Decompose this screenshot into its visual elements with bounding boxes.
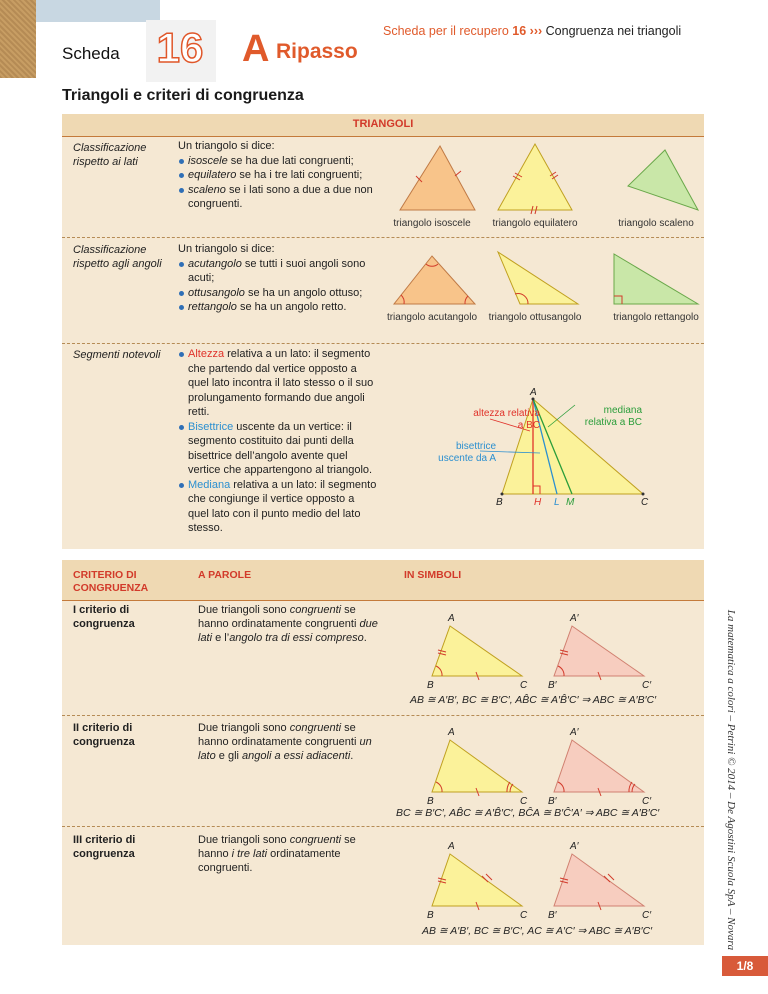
list-item (178, 300, 378, 315)
vertex-label: A (448, 613, 455, 624)
item-text: se ha i tre lati congruenti; (236, 169, 363, 181)
criterio1-figure (410, 608, 700, 698)
text-part: congruenti (289, 604, 342, 616)
top-title (383, 24, 681, 38)
row-body (178, 139, 378, 212)
criterio-text (198, 603, 378, 645)
angoli-figures (380, 244, 704, 312)
vertex-A: A (530, 387, 537, 398)
text-part: ordinatamente congruenti. (198, 848, 341, 874)
triangle-ABC (432, 626, 522, 676)
acutangolo-triangle (394, 256, 475, 304)
item-text: relativa a un lato: il segmento che congiunge il vertice opposto a quel lato con il punto medio del lato stesso. (188, 478, 377, 534)
col-header-simboli: IN SIMBOLI (404, 569, 462, 581)
isoscele-triangle (400, 146, 475, 210)
divider (62, 715, 704, 716)
caption: triangolo equilatero (492, 218, 578, 229)
copyright-text: La matematica a colori – Petrini © 2014 – De Agostini Scuola SpA – Novara (725, 609, 737, 951)
item-text: se tutti i suoi angoli sono acuti; (188, 257, 366, 284)
vertex-C: C (641, 497, 649, 508)
list-item (178, 168, 378, 183)
vertex-label: B (427, 796, 434, 807)
vertex-label: C′ (642, 910, 652, 921)
vertex-label: C′ (642, 680, 652, 691)
vertex-label: B′ (548, 680, 557, 691)
text-part: i tre lati (231, 848, 268, 860)
tick-mark (486, 874, 492, 880)
vertex-label: B (427, 680, 434, 691)
vertex-label: A (448, 841, 455, 852)
criterio-name: I criterio di congruenza (73, 604, 135, 630)
rettangolo-triangle (614, 254, 698, 304)
bisettrice-label: bisettrice uscente da A (438, 441, 496, 464)
list-item (178, 347, 378, 420)
vertex-label: B′ (548, 796, 557, 807)
tick-mark (455, 171, 461, 176)
tick-mark (608, 874, 614, 880)
list-item (178, 154, 378, 169)
text-part: congruenti (289, 834, 342, 846)
text-part: angoli a essi adiacenti (242, 750, 351, 762)
text-part: Due triangoli sono (198, 604, 290, 616)
scaleno-triangle (628, 150, 698, 210)
page-number-badge: 1/8 (722, 956, 768, 976)
criterio-text (198, 721, 378, 763)
term: Mediana (188, 478, 231, 491)
list-item (178, 420, 378, 478)
caption: triangolo scaleno (618, 218, 694, 229)
point-M: M (566, 497, 575, 508)
vertex-label: B (427, 910, 434, 921)
caption: triangolo acutangolo (386, 312, 478, 323)
top-title-arrows: ››› (529, 24, 543, 38)
equilatero-triangle (498, 144, 572, 210)
row-body (178, 347, 378, 536)
scheda-label: Scheda (62, 44, 120, 63)
formula: BC ≅ B′C′, AB̂C ≅ A′B̂′C′, BĈA ≅ B′Ĉ′A′ ⇒ ABC ≅ A′B′C′ (396, 807, 660, 819)
row-label: Classificazione rispetto agli angoli (73, 244, 162, 270)
row-label: Classificazione rispetto ai lati (73, 142, 147, 168)
term: isoscele (188, 154, 228, 167)
list-item (178, 478, 378, 536)
list-item (178, 286, 378, 301)
copyright-sidebar (722, 610, 740, 950)
vertex-label: A′ (570, 841, 579, 852)
point-H: H (534, 497, 542, 508)
ripasso-label: Ripasso (276, 40, 358, 63)
altezza-label: altezza relativa a BC (473, 408, 540, 431)
intro-text: Un triangolo si dice: (178, 243, 275, 255)
top-title-num: 16 (512, 24, 527, 38)
text-part: se hanno (198, 834, 356, 860)
caption: triangolo ottusangolo (488, 312, 582, 323)
vertex-label: C (520, 680, 528, 691)
vertex-label: C′ (642, 796, 652, 807)
col-header-parole: A PAROLE (198, 569, 252, 581)
criterio2-figure (410, 722, 700, 812)
triangoli-heading (62, 114, 704, 137)
vertex-point (642, 493, 645, 496)
scheda-number: 16 (156, 24, 204, 71)
triangoli-heading-text: TRIANGOLI (352, 118, 414, 130)
text-part: congruenti (289, 722, 342, 734)
term: scaleno (188, 183, 226, 196)
vertex-label: A′ (570, 727, 579, 738)
divider (62, 343, 704, 344)
term: equilatero (188, 169, 237, 181)
vertex-label: A (448, 727, 455, 738)
caption: triangolo rettangolo (613, 312, 699, 323)
text-part: un lato (198, 736, 372, 762)
col-header-criterio: CRITERIO DI CONGRUENZA (73, 569, 149, 594)
term: Bisettrice (188, 420, 234, 433)
item-text: se i lati sono a due a due non congruenti. (188, 183, 373, 210)
row-label: Segmenti notevoli (73, 349, 161, 361)
list-item (178, 257, 378, 286)
item-text: se ha un angolo ottuso; (244, 286, 363, 299)
level-letter: A (242, 28, 270, 70)
term: Altezza (188, 348, 225, 360)
vertex-label: C (520, 910, 528, 921)
point-L: L (554, 497, 560, 508)
caption: triangolo isoscele (393, 218, 471, 229)
top-title-a: Scheda per il recupero (383, 24, 509, 38)
text-part: . (350, 750, 354, 762)
text-part: e gli (215, 750, 243, 762)
text-part: angolo tra di essi compreso (229, 632, 364, 644)
text-part: Due triangoli sono (198, 722, 290, 734)
criterio3-figure (410, 836, 700, 926)
vertex-label: A′ (570, 613, 579, 624)
item-text: relativa a un lato: il segmento che partendo dal vertice opposto a quel lato incontra il lato stesso o il suo prolungamento formando due angoli retti. (188, 348, 374, 418)
item-text: se ha due lati congruenti; (227, 154, 354, 167)
item-text: uscente da un vertice: il segmento costituito dai punti della bisettrice dell’angolo avente quel vertice che appartengono al triangolo. (188, 420, 373, 476)
criterio-text (198, 833, 378, 875)
text-part: se hanno ordinatamente congruenti (198, 604, 360, 630)
formula: AB ≅ A′B′, BC ≅ B′C′, AC ≅ A′C′ ⇒ ABC ≅ A′B′C′ (422, 925, 653, 937)
text-part: se hanno ordinatamente congruenti (198, 722, 360, 748)
text-part: . (363, 632, 367, 644)
row-body (178, 242, 378, 315)
term: rettangolo (188, 301, 237, 313)
mediana-label: mediana relativa a BC (584, 405, 642, 428)
list-item (178, 183, 378, 212)
triangle-A1B1C1 (554, 626, 644, 676)
intro-text: Un triangolo si dice: (178, 140, 275, 152)
header-texture (0, 0, 36, 78)
text-part: Due triangoli sono (198, 834, 290, 846)
vertex-label: C (520, 796, 528, 807)
top-title-b: Congruenza nei triangoli (545, 24, 682, 38)
vertex-point (501, 493, 504, 496)
section-title: Triangoli e criteri di congruenza (62, 87, 304, 104)
divider (62, 826, 704, 827)
ottusangolo-triangle (498, 252, 578, 304)
formula: AB ≅ A′B′, BC ≅ B′C′, AB̂C ≅ A′B̂′C′ ⇒ ABC ≅ A′B′C′ (410, 694, 657, 706)
vertex-label: B′ (548, 910, 557, 921)
vertex-B: B (496, 497, 503, 508)
criterio-name: II criterio di congruenza (73, 722, 135, 748)
criterio-name: III criterio di congruenza (73, 834, 136, 860)
term: ottusangolo (188, 286, 245, 299)
text-part: e l’ (212, 632, 230, 644)
text-part: due lati (198, 618, 378, 644)
item-text: se ha un angolo retto. (236, 301, 347, 313)
term: acutangolo (188, 257, 242, 270)
